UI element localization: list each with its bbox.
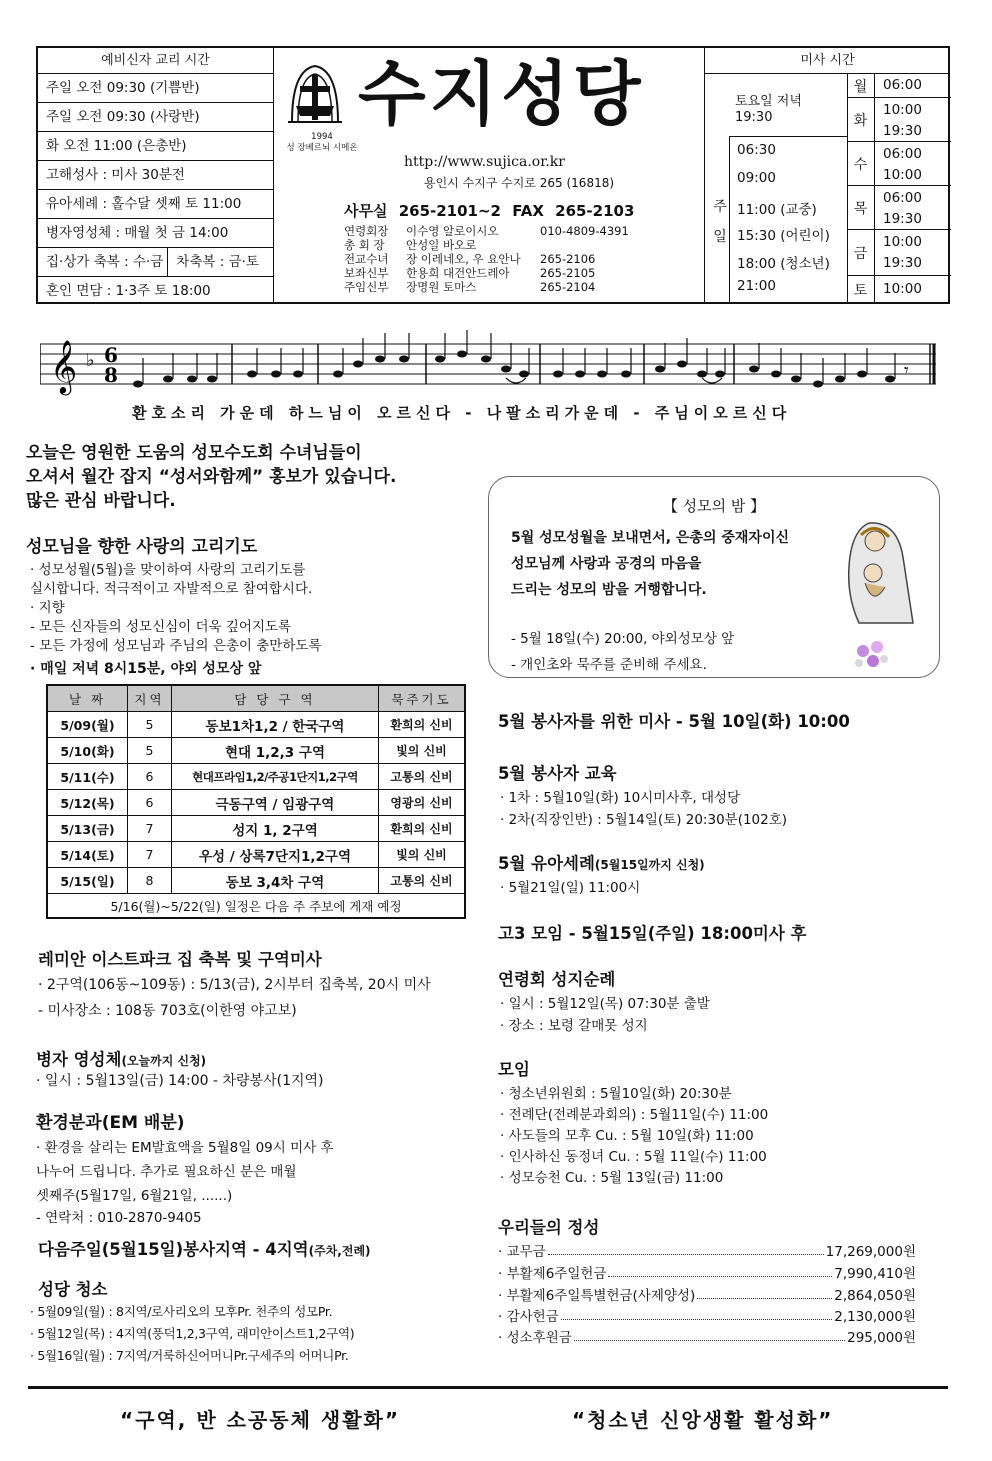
server-edu-line: · 1차 : 5월10일(화) 10시미사후, 대성당	[500, 790, 741, 806]
table-row: 5/13(금) 7 성지 1, 2구역 환희의 신비	[48, 816, 465, 842]
pilgrimage-line: · 장소 : 보령 갈매못 성지	[500, 1018, 648, 1034]
bulletin-header	[36, 46, 950, 304]
staff-row: 보좌신부 한용희 대건안드레아 265-2105	[344, 266, 596, 280]
catechism-row: 주일 오전 09:30 (기쁨반)	[38, 74, 273, 103]
infant-baptism-row: 유아세례 : 홀수달 셋째 토 11:00	[38, 190, 273, 219]
em-line: 나누어 드립니다. 추가로 필요하신 분은 매월	[36, 1164, 297, 1180]
staff-row: 주임신부 장명원 토마스 265-2104	[344, 280, 596, 294]
cleaning-line: · 5월12일(목) : 4지역(풍덕1,2,3구역, 래미안이스트1,2구역)	[30, 1326, 355, 1341]
weekday-mass-thu: 목 06:00 19:30	[847, 186, 951, 230]
rosary-time: · 매일 저녁 8시15분, 야외 성모상 앞	[30, 661, 262, 677]
virgin-mary-icon	[839, 517, 915, 627]
pilgrimage-title: 연령회 성지순례	[498, 970, 616, 989]
sick-communion-row: 병자영성체 : 매월 첫 금 14:00	[38, 219, 273, 248]
offering-row: · 부활제6주일특별헌금(사제양성) 2,864,050원	[498, 1284, 916, 1304]
saturday-evening-mass: 토요일 저녁 19:30	[735, 94, 802, 125]
logo-caption: 1994 성 장베르뇌 시메온	[286, 132, 358, 153]
notice-sub: - 개인초와 묵주를 준비해 주세요.	[511, 657, 707, 673]
sunday-mass-time: 09:00	[737, 170, 776, 186]
sunday-label: 주 일	[713, 199, 727, 245]
rosary-schedule-table	[46, 684, 466, 919]
notice-sub: - 5월 18일(수) 20:00, 야외성모상 앞	[511, 631, 735, 647]
notice-line: 드리는 성모의 밤을 거행합니다.	[511, 582, 707, 598]
table-row: 5/10(화) 5 현대 1,2,3 구역 빛의 신비	[48, 738, 465, 764]
parish-address: 용인시 수지구 수지로 265 (16818)	[424, 176, 615, 190]
pilgrimage-line: · 일시 : 5월12일(목) 07:30분 출발	[500, 996, 710, 1012]
offering-row: · 성소후원금 295,000원	[498, 1326, 916, 1346]
meeting-line: · 청소년위원회 : 5월10일(화) 20:30분	[500, 1086, 732, 1102]
baptism-title: 5월 유아세례	[498, 854, 595, 873]
catechism-schedule	[38, 48, 274, 302]
meeting-line: · 인사하신 동정녀 Cu. : 5월 11일(수) 11:00	[500, 1149, 767, 1165]
offering-row: · 감사헌금 2,130,000원	[498, 1305, 916, 1325]
rosary-line: 실시합니다. 적극적이고 자발적으로 참여합시다.	[30, 581, 313, 597]
em-line: 셋째주(5월17일, 6월21일, ......)	[36, 1188, 233, 1204]
high3-meeting: 고3 모임 - 5월15일(주일) 18:00미사 후	[498, 924, 807, 943]
mass-title: 미사 시간	[705, 48, 950, 74]
next-service-title: 다음주일(5월15일)봉사지역 - 4지역	[38, 1240, 309, 1259]
meeting-line: · 사도들의 모후 Cu. : 5월 10일(화) 11:00	[500, 1128, 754, 1144]
table-row: 5/11(수) 6 현대프라임1,2/주공1단지1,2구역 고통의 신비	[48, 764, 465, 790]
table-row: 5/15(일) 8 동보 3,4차 구역 고통의 신비	[48, 868, 465, 894]
offering-row: · 교무금 17,269,000원	[498, 1240, 916, 1260]
weekday-mass-mon: 월 06:00	[847, 74, 951, 98]
rest-icon: 𝄾	[904, 360, 909, 381]
rosary-line: · 성모성월(5월)을 맞이하여 사랑의 고리기도를	[30, 562, 306, 578]
cleaning-line: · 5월09일(월) : 8지역/로사리오의 모후Pr. 천주의 성모Pr.	[30, 1304, 333, 1319]
svg-text:8: 8	[104, 363, 118, 387]
rosary-title: 성모님을 향한 사랑의 고리기도	[26, 537, 258, 557]
marian-night-notice	[488, 476, 940, 678]
treble-clef-icon: 𝄞	[50, 339, 78, 393]
car-blessing: 차축복 : 금·토	[176, 254, 259, 270]
flat-icon: ♭	[86, 350, 95, 371]
table-row: 5/12(목) 6 극동구역 / 임광구역 영광의 신비	[48, 790, 465, 816]
offering-row: · 부활제6주일헌금 7,990,410원	[498, 1262, 916, 1282]
notice-title: 【 성모의 밤 】	[662, 497, 766, 515]
intro-line: 많은 관심 바랍니다.	[26, 491, 176, 511]
offering-title: 우리들의 정성	[498, 1218, 600, 1237]
sick-line: · 일시 : 5월13일(금) 14:00 - 차량봉사(1지역)	[36, 1073, 324, 1089]
table-note-row: 5/16(월)~5/22(일) 일정은 다음 주 주보에 게재 예정	[48, 894, 465, 918]
col-date: 날 짜	[48, 686, 128, 712]
col-region: 지역	[128, 686, 172, 712]
parish-name: 수지성당	[358, 53, 645, 135]
sick-title: 병자 영성체	[36, 1050, 122, 1069]
staff-row: 연령회장 이수영 알로이시오 010-4809-4391	[344, 224, 629, 238]
house-blessing: 집·상가 축복 : 수·금	[38, 248, 168, 276]
meeting-title: 모임	[498, 1060, 530, 1079]
notice-line: 성모님께 사랑과 공경의 마음을	[511, 556, 702, 572]
slogan-left: “구역, 반 소공동체 생활화”	[120, 1408, 400, 1432]
parish-url[interactable]: http://www.sujica.or.kr	[404, 154, 565, 170]
meeting-line: · 성모승천 Cu. : 5월 13일(금) 11:00	[500, 1170, 724, 1186]
blessing-row	[38, 248, 273, 277]
sunday-mass-time: 18:00 (청소년)	[737, 256, 830, 272]
song-lyrics: 환호소리 가운데 하느님이 오르신다 - 나팔소리가운데 - 주님이오르신다	[132, 404, 792, 422]
weekday-mass-tue: 화 10:00 19:30	[847, 98, 951, 142]
col-prayer: 묵주기도	[379, 686, 465, 712]
em-title: 환경분과(EM 배분)	[36, 1113, 185, 1133]
intro-line: 오늘은 영원한 도움의 성모수도회 수녀님들이	[26, 443, 362, 463]
catechism-row: 화 오전 11:00 (은총반)	[38, 132, 273, 161]
intro-line: 오셔서 월간 잡지 “성서와함께” 홍보가 있습니다.	[26, 467, 397, 487]
catechism-row: 주일 오전 09:30 (사랑반)	[38, 103, 273, 132]
server-edu-line: · 2차(직장인반) : 5월14일(토) 20:30분(102호)	[500, 812, 788, 828]
server-edu-title: 5월 봉사자 교육	[498, 764, 617, 783]
parish-logo-icon	[286, 62, 344, 132]
catechism-title: 예비신자 교리 시간	[38, 48, 273, 74]
col-area: 담 당 구 역	[172, 686, 379, 712]
server-mass: 5월 봉사자를 위한 미사 - 5월 10일(화) 10:00	[498, 712, 850, 731]
sunday-mass-time: 11:00 (교중)	[737, 202, 817, 218]
staff-row: 전교수녀 장 이레네오, 우 요안나 265-2106	[344, 252, 596, 266]
lemian-title: 레미안 이스트파크 집 축복 및 구역미사	[38, 950, 322, 969]
lemian-line: - 미사장소 : 108동 703호(이한영 야고보)	[38, 1003, 297, 1019]
baptism-note: (5월15일까지 신청)	[594, 858, 705, 872]
notice-line: 5월 성모성월을 보내면서, 은총의 중재자이신	[511, 530, 789, 546]
office-phone: 사무실 265-2101~2 FAX 265-2103	[344, 202, 635, 220]
staff-row: 총 회 장 안성일 바오로	[344, 238, 477, 252]
mass-grid	[705, 74, 951, 304]
baptism-heading	[498, 850, 705, 874]
wedding-row: 혼인 면담 : 1·3주 토 18:00	[46, 283, 211, 299]
parish-info	[274, 48, 704, 302]
lemian-line: · 2구역(106동~109동) : 5/13(금), 2시부터 집축복, 20시 미사	[38, 977, 431, 993]
svg-text:6: 6	[104, 343, 118, 367]
sick-title-note: (오늘까지 신청)	[121, 1054, 207, 1068]
sick-communion-heading	[36, 1046, 206, 1070]
mass-schedule	[704, 48, 950, 302]
table-row: 5/14(토) 7 우성 / 상록7단지1,2구역 빛의 신비	[48, 842, 465, 868]
divider	[729, 136, 847, 137]
confession-row: 고해성사 : 미사 30분전	[38, 161, 273, 190]
weekday-mass-wed: 수 06:00 10:00	[847, 142, 951, 186]
sunday-mass-time: 15:30 (어린이)	[737, 228, 830, 244]
weekday-mass-sat: 토 10:00	[847, 276, 951, 304]
baptism-line: · 5월21일(일) 11:00시	[500, 880, 641, 896]
weekday-mass-fri: 금 10:00 19:30	[847, 230, 951, 276]
flower-icon	[851, 637, 891, 671]
rosary-line: - 모든 가정에 성모님과 주님의 은총이 충만하도록	[30, 638, 322, 654]
rosary-line: - 모든 신자들의 성모신심이 더욱 깊어지도록	[30, 619, 292, 635]
music-staff	[40, 326, 936, 400]
rosary-line: · 지향	[30, 600, 65, 616]
next-service-heading	[38, 1236, 371, 1260]
cleaning-title: 성당 청소	[38, 1280, 108, 1299]
meeting-line: · 전례단(전례분과회의) : 5월11일(수) 11:00	[500, 1107, 769, 1123]
em-line: · 환경을 살리는 EM발효액을 5월8일 09시 미사 후	[36, 1140, 334, 1156]
table-row: 5/09(월) 5 동보1차1,2 / 한국구역 환희의 신비	[48, 712, 465, 738]
sunday-mass-time: 06:30	[737, 142, 776, 158]
next-service-note: (주차,전례)	[308, 1244, 371, 1258]
em-line: - 연락처 : 010-2870-9405	[36, 1210, 202, 1226]
divider	[729, 136, 730, 304]
cleaning-line: · 5월16일(월) : 7지역/거룩하신어머니Pr.구세주의 어머니Pr.	[30, 1348, 349, 1363]
footer-divider	[28, 1386, 948, 1389]
sunday-mass-time: 21:00	[737, 278, 776, 294]
slogan-right: “청소년 신앙생활 활성화”	[572, 1408, 834, 1432]
